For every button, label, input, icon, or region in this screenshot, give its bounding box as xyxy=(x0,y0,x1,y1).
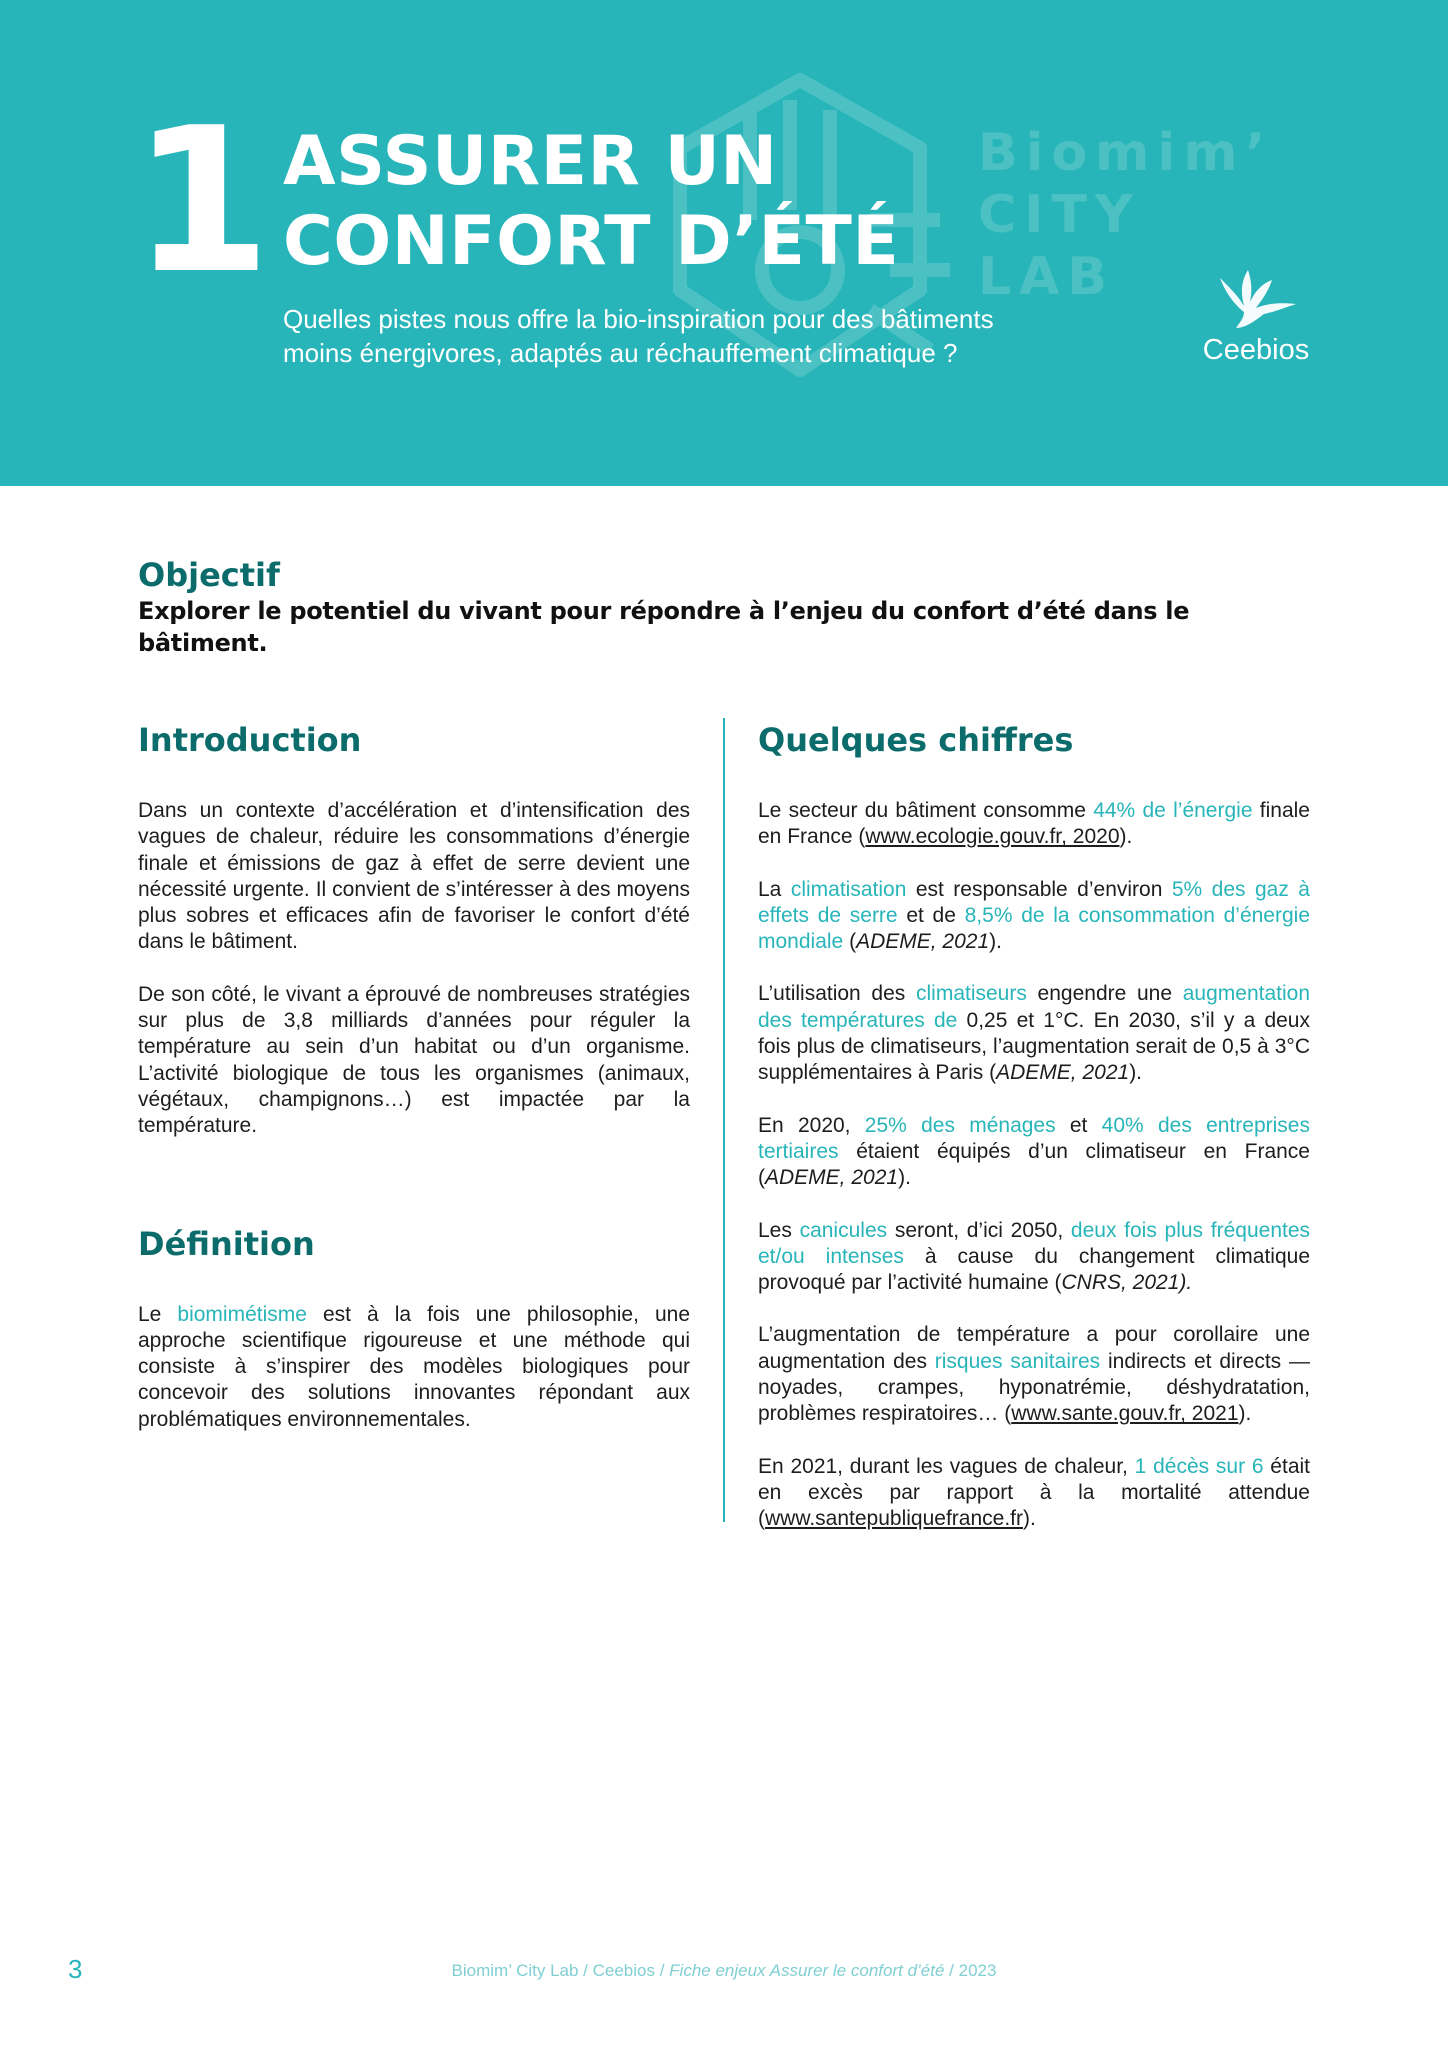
right-column xyxy=(758,718,1310,1533)
footer-doc-title: Fiche enjeux Assurer le confort d’été xyxy=(669,1961,945,1980)
citation: CNRS, 2021). xyxy=(1061,1271,1193,1295)
page-subtitle: Quelles pistes nous offre la bio-inspiration pour des bâtiments moins énergivores, adaptés au réchauffement climatique ? xyxy=(283,304,994,368)
text-run: Les xyxy=(758,1218,800,1242)
watermark-text: Biomim’ CITY LAB xyxy=(978,123,1274,307)
highlight-figure: 5% des gaz à effets de serre xyxy=(758,877,1310,927)
text-run: engendre une xyxy=(1026,982,1183,1006)
text-run: L’augmentation de température a pour corollaire une augmentation des xyxy=(758,1323,1310,1373)
title-line-1: ASSURER UN xyxy=(283,122,778,201)
objective-section xyxy=(138,555,1318,659)
definition-heading: Définition xyxy=(138,1224,315,1263)
text-run: ). xyxy=(1129,1061,1143,1085)
text-run: indirects et directs — noyades, crampes, hyponatrémie, déshydratation, problèmes respiratoires… ( xyxy=(758,1349,1310,1426)
stat-paragraph-3 xyxy=(758,981,1310,1086)
highlight-figure: 44% de l’énergie xyxy=(1093,799,1253,822)
highlight-figure: deux fois plus fréquentes et/ou intenses xyxy=(758,1218,1311,1268)
text-run: ). xyxy=(1022,1507,1036,1531)
objective-text: Explorer le potentiel du vivant pour répondre à l’enjeu du confort d’été dans le bâtiment. xyxy=(138,597,1190,657)
text-run: L’utilisation des xyxy=(758,982,916,1006)
text-run: et de xyxy=(897,903,965,927)
figures-heading: Quelques chiffres xyxy=(758,721,1074,759)
text-run: est responsable d’environ xyxy=(906,877,1172,901)
introduction-heading: Introduction xyxy=(138,721,362,759)
stat-paragraph-1 xyxy=(758,798,1310,851)
footer-source-text: Biomim’ City Lab / Ceebios / xyxy=(451,1961,670,1980)
citation: ADEME, 2021 xyxy=(856,930,990,954)
highlight-figure: 25% des ménages xyxy=(864,1113,1056,1137)
text-run: Le xyxy=(138,1302,178,1326)
header-banner xyxy=(0,0,1448,486)
text-run: et xyxy=(1055,1113,1102,1137)
source-link[interactable]: www.santepubliquefrance.fr xyxy=(765,1507,1023,1531)
text-run: à cause du changement climatique provoqué par l’activité humaine ( xyxy=(758,1244,1310,1295)
footer-year: / 2023 xyxy=(944,1961,997,1980)
text-run: 0,25 et 1°C. En 2030, s’il y a deux fois plus de climatiseurs, l’augmentation serait de 0,5 à 3°C supplémentaires à Paris ( xyxy=(758,1008,1310,1085)
text-run: Le secteur du bâtiment consomme xyxy=(758,799,1094,822)
text-run: était en excès par rapport à la mortalité attendue ( xyxy=(758,1454,1310,1531)
text-run: La xyxy=(758,877,791,901)
stat-paragraph-2 xyxy=(758,877,1310,956)
footer-source xyxy=(0,1961,1448,1981)
highlight-figure: 40% des entreprises tertiaires xyxy=(758,1113,1310,1163)
highlight-term: climatiseurs xyxy=(916,982,1027,1006)
bird-logo-icon xyxy=(1214,268,1298,330)
citation: ADEME, 2021 xyxy=(996,1061,1130,1085)
highlight-term: canicules xyxy=(799,1218,888,1242)
page-title xyxy=(283,122,1043,282)
text-run: ). xyxy=(1119,825,1133,849)
text-run: En 2020, xyxy=(758,1113,865,1137)
introduction-paragraph-2: De son côté, le vivant a éprouvé de nombreuses stratégies sur plus de 3,8 milliards d’années pour réguler la température au sein d’un habitat ou d’un organisme. L’activité biologique de tous les organismes (animaux, végétaux, champignons…) est impactée par la température. xyxy=(138,982,690,1138)
text-run: seront, d’ici 2050, xyxy=(887,1218,1071,1242)
column-divider xyxy=(723,718,725,1522)
stat-paragraph-6 xyxy=(758,1322,1310,1427)
stat-paragraph-7 xyxy=(758,1454,1310,1533)
section-number: 1 xyxy=(132,85,264,318)
text-run: étaient équipés d’un climatiseur en France ( xyxy=(758,1139,1310,1190)
source-link[interactable]: www.sante.gouv.fr, 2021 xyxy=(1011,1402,1239,1426)
left-column xyxy=(138,718,690,1433)
text-run: ). xyxy=(898,1166,911,1190)
title-line-2: CONFORT D’ÉTÉ xyxy=(283,202,900,281)
highlight-term: biomimétisme xyxy=(177,1302,307,1326)
stat-paragraph-5 xyxy=(758,1218,1310,1297)
highlight-figure: 1 décès sur 6 xyxy=(1134,1454,1264,1478)
text-run: est à la fois une philosophie, une approche scientifique rigoureuse et une méthode qui consiste à s’inspirer des modèles biologiques pour concevoir des solutions innovantes répondant aux problématiques environnementales. xyxy=(138,1302,690,1431)
ceebios-logo xyxy=(1196,268,1316,374)
text-run: ). xyxy=(1238,1402,1252,1426)
objective-heading: Objectif xyxy=(138,556,280,594)
source-link[interactable]: www.ecologie.gouv.fr, 2020 xyxy=(865,825,1120,849)
text-run: ( xyxy=(843,930,857,954)
page-number: 3 xyxy=(68,1954,83,1984)
logo-text: Ceebios xyxy=(1202,334,1310,366)
definition-paragraph xyxy=(138,1302,690,1433)
text-run: finale en France ( xyxy=(758,799,1310,849)
highlight-term: climatisation xyxy=(790,877,907,901)
text-run: En 2021, durant les vagues de chaleur, xyxy=(758,1454,1135,1478)
stat-paragraph-4 xyxy=(758,1113,1310,1192)
highlight-term: risques sanitaires xyxy=(934,1349,1101,1373)
highlight-figure: 8,5% de la consommation d’énergie mondiale xyxy=(758,903,1310,954)
highlight-figure: augmentation des températures de xyxy=(758,982,1311,1032)
introduction-paragraph-1: Dans un contexte d’accélération et d’intensification des vagues de chaleur, réduire les consommations d’énergie finale et émissions de gaz à effet de serre devient une nécessité urgente. Il convient de s’intéresser à des moyens plus sobres et efficaces afin de favoriser le confort d’été dans le bâtiment. xyxy=(138,799,690,954)
citation: ADEME, 2021 xyxy=(765,1166,899,1190)
text-run: ). xyxy=(989,930,1002,954)
